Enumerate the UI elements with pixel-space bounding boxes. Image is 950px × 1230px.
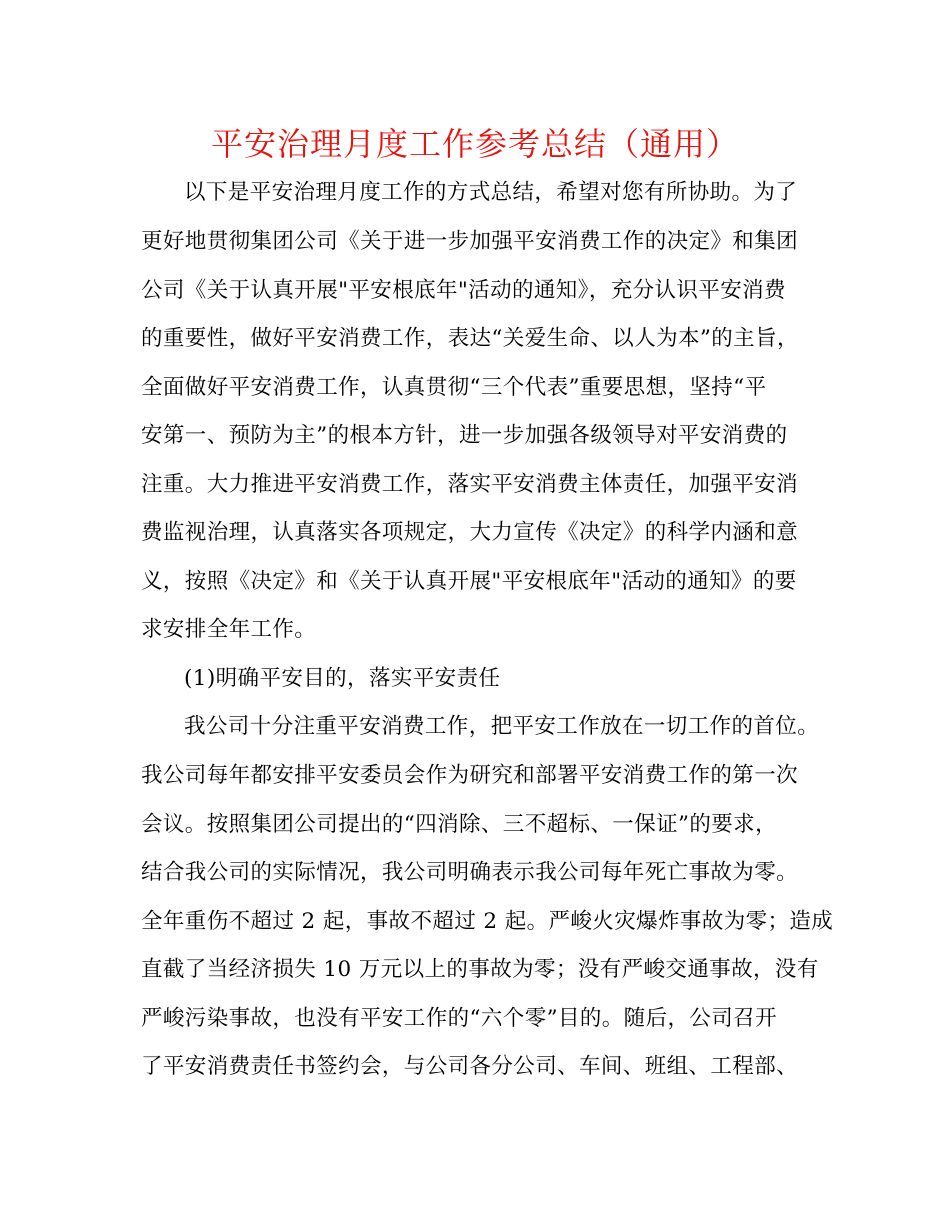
paragraph-line: 注重。大力推进平安消费工作，落实平安消费主体责任，加强平安消 [141, 472, 799, 497]
paragraph-line: 更好地贯彻集团公司《关于进一步加强平安消费工作的决定》和集团 [141, 229, 799, 254]
paragraph-line: 了平安消费责任书签约会，与公司各分公司、车间、班组、工程部、 [141, 1054, 799, 1079]
paragraph-line: 全年重伤不超过 2 起，事故不超过 2 起。严峻火灾爆炸事故为零；造成 [141, 909, 834, 934]
paragraph-line: 我公司每年都安排平安委员会作为研究和部署平安消费工作的第一次 [141, 763, 799, 788]
paragraph-line: 安第一、预防为主”的根本方针，进一步加强各级领导对平安消费的 [141, 423, 788, 448]
paragraph-line: 会议。按照集团公司提出的“四消除、三不超标、一保证”的要求， [141, 812, 777, 837]
paragraph-line: 严峻污染事故，也没有平安工作的“六个零”目的。随后，公司召开 [141, 1006, 777, 1031]
paragraph-line: 以下是平安治理月度工作的方式总结，希望对您有所协助。为了 [184, 180, 798, 205]
section-heading: (1)明确平安目的，落实平安责任 [184, 666, 501, 691]
paragraph-line: 求安排全年工作。 [141, 617, 317, 642]
document-title: 平安治理月度工作参考总结（通用） [210, 125, 739, 163]
paragraph-line: 费监视治理，认真落实各项规定，大力宣传《决定》的科学内涵和意 [141, 520, 799, 545]
paragraph-line: 我公司十分注重平安消费工作，把平安工作放在一切工作的首位。 [184, 714, 820, 739]
paragraph-line: 公司《关于认真开展"平安根底年"活动的通知》，充分认识平安消费 [141, 278, 786, 303]
paragraph-line: 直截了当经济损失 10 万元以上的事故为零；没有严峻交通事故，没有 [141, 957, 819, 982]
paragraph-line: 结合我公司的实际情况，我公司明确表示我公司每年死亡事故为零。 [141, 860, 799, 885]
paragraph-line: 义，按照《决定》和《关于认真开展"平安根底年"活动的通知》的要 [141, 569, 797, 594]
paragraph-line: 的重要性，做好平安消费工作，表达“关爱生命、以人为本”的主旨， [141, 326, 799, 351]
paragraph-line: 全面做好平安消费工作，认真贯彻“三个代表”重要思想，坚持“平 [141, 375, 767, 400]
